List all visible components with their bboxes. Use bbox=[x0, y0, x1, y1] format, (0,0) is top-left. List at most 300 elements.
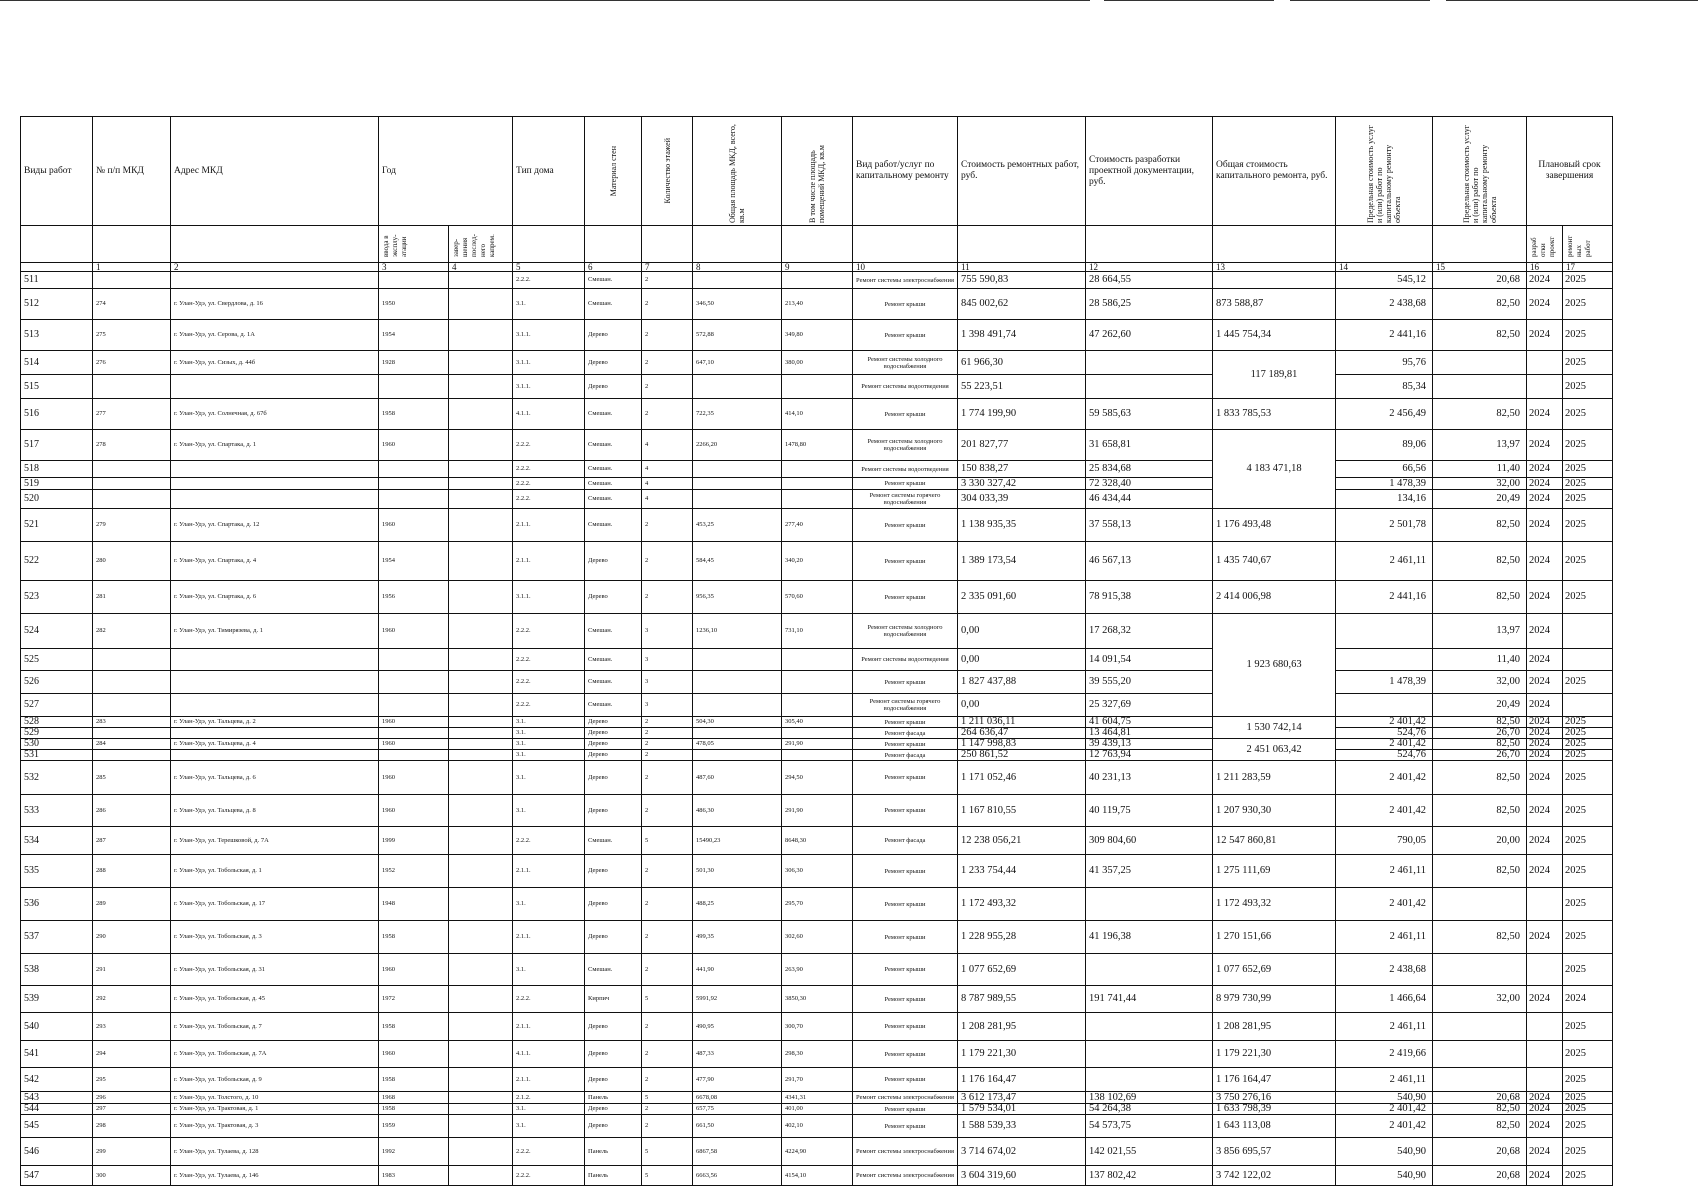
col-number: 11 bbox=[958, 263, 1086, 272]
cell-work-number: 537 bbox=[21, 921, 93, 954]
cell-work-number: 530 bbox=[21, 739, 93, 750]
cell-floors: 5 bbox=[642, 827, 693, 855]
col-number: 17 bbox=[1563, 263, 1613, 272]
cell-total-area: 6663,56 bbox=[693, 1166, 782, 1186]
col-number: 3 bbox=[379, 263, 449, 272]
cell-plan-design-year: 2024 bbox=[1527, 671, 1563, 694]
cell-premises-area bbox=[782, 490, 853, 509]
cell-limit-cost-2 bbox=[1433, 1013, 1527, 1041]
cell-total-area: 1236,10 bbox=[693, 614, 782, 649]
cell-limit-cost-1: 95,76 bbox=[1336, 351, 1433, 375]
cell-total-area bbox=[693, 694, 782, 717]
cell-limit-cost-2: 82,50 bbox=[1433, 509, 1527, 542]
cell-plan-repair-year: 2025 bbox=[1563, 855, 1613, 888]
cell-total-area: 647,10 bbox=[693, 351, 782, 375]
table-row bbox=[21, 478, 1613, 490]
cell-total-area: 477,90 bbox=[693, 1068, 782, 1092]
cell-total-area bbox=[693, 649, 782, 671]
cell-work-kind: Ремонт крыши bbox=[853, 478, 958, 490]
cell-work-kind: Ремонт крыши bbox=[853, 717, 958, 728]
cell-premises-area: 4154,10 bbox=[782, 1166, 853, 1186]
cell-year-commissioned: 1992 bbox=[379, 1138, 449, 1166]
cell-mkd-number: 275 bbox=[93, 320, 171, 351]
cell-work-kind: Ремонт крыши bbox=[853, 320, 958, 351]
cell-total-cost: 8 979 730,99 bbox=[1213, 986, 1336, 1013]
cell-address: г. Улан-Удэ, ул. Тобольская, д. 45 bbox=[171, 986, 379, 1013]
cell-work-number: 527 bbox=[21, 694, 93, 717]
cell-year-last-repair bbox=[449, 986, 513, 1013]
cell-work-number: 533 bbox=[21, 795, 93, 827]
cell-year-commissioned bbox=[379, 490, 449, 509]
cell-design-cost: 41 604,75 bbox=[1086, 717, 1213, 728]
cell-wall-material: Смешан. bbox=[585, 694, 642, 717]
cell-work-number: 514 bbox=[21, 351, 93, 375]
cell-limit-cost-2: 82,50 bbox=[1433, 761, 1527, 795]
table-row bbox=[21, 272, 1613, 289]
cell-floors: 2 bbox=[642, 728, 693, 739]
col-number: 16 bbox=[1527, 263, 1563, 272]
cell-floors: 2 bbox=[642, 1013, 693, 1041]
cell-year-last-repair bbox=[449, 888, 513, 921]
cell-year-commissioned: 1954 bbox=[379, 542, 449, 581]
cell-plan-repair-year: 2025 bbox=[1563, 1041, 1613, 1068]
cell-premises-area: 291,90 bbox=[782, 795, 853, 827]
cell-plan-repair-year: 2025 bbox=[1563, 272, 1613, 289]
cell-mkd-number: 284 bbox=[93, 739, 171, 750]
cell-total-area: 499,35 bbox=[693, 921, 782, 954]
cell-year-last-repair bbox=[449, 542, 513, 581]
col-header-repair-cost: Стоимость ремонтных работ, руб. bbox=[958, 117, 1086, 226]
cell-design-cost: 137 802,42 bbox=[1086, 1166, 1213, 1186]
cell-wall-material: Панель bbox=[585, 1166, 642, 1186]
cell-repair-cost: 201 827,77 bbox=[958, 430, 1086, 461]
cell-house-type: 3.1. bbox=[513, 761, 585, 795]
cell-plan-repair-year: 2025 bbox=[1563, 1092, 1613, 1104]
cell-address bbox=[171, 694, 379, 717]
cell-repair-cost: 3 714 674,02 bbox=[958, 1138, 1086, 1166]
cell-plan-design-year: 2024 bbox=[1527, 320, 1563, 351]
cell-year-last-repair bbox=[449, 1068, 513, 1092]
cell-work-kind: Ремонт крыши bbox=[853, 921, 958, 954]
cell-year-commissioned bbox=[379, 750, 449, 761]
cell-work-kind: Ремонт системы водоотведения bbox=[853, 375, 958, 399]
cell-plan-repair-year: 2025 bbox=[1563, 1013, 1613, 1041]
cell-floors: 5 bbox=[642, 1166, 693, 1186]
cell-house-type: 3.1. bbox=[513, 739, 585, 750]
cell-address: г. Улан-Удэ, ул. Спартака, д. 1 bbox=[171, 430, 379, 461]
cell-total-cost: 873 588,87 bbox=[1213, 289, 1336, 320]
cell-total-cost: 1 270 151,66 bbox=[1213, 921, 1336, 954]
cell-work-number: 529 bbox=[21, 728, 93, 739]
cell-mkd-number bbox=[93, 694, 171, 717]
cell-year-last-repair bbox=[449, 954, 513, 986]
cell-premises-area: 570,60 bbox=[782, 581, 853, 614]
cell-house-type: 2.2.2. bbox=[513, 649, 585, 671]
cell-total-cost: 1 176 493,48 bbox=[1213, 509, 1336, 542]
col-number: 6 bbox=[585, 263, 642, 272]
cell-mkd-number: 294 bbox=[93, 1041, 171, 1068]
subheader-fragment: разраб bbox=[1530, 237, 1538, 257]
cell-limit-cost-1: 1 466,64 bbox=[1336, 986, 1433, 1013]
cell-mkd-number: 278 bbox=[93, 430, 171, 461]
header-row bbox=[21, 117, 1613, 226]
cell-floors: 2 bbox=[642, 1115, 693, 1138]
cell-total-cost: 1 207 930,30 bbox=[1213, 795, 1336, 827]
cell-year-commissioned: 1959 bbox=[379, 1115, 449, 1138]
cell-year-last-repair bbox=[449, 430, 513, 461]
cell-mkd-number: 290 bbox=[93, 921, 171, 954]
cell-limit-cost-2: 26,70 bbox=[1433, 750, 1527, 761]
cell-house-type: 2.1.1. bbox=[513, 542, 585, 581]
cell-house-type: 2.2.2. bbox=[513, 478, 585, 490]
table-row bbox=[21, 1092, 1613, 1104]
cell-repair-cost: 0,00 bbox=[958, 694, 1086, 717]
cell-wall-material: Панель bbox=[585, 1092, 642, 1104]
cell-total-area: 441,90 bbox=[693, 954, 782, 986]
cell-house-type: 2.1.1. bbox=[513, 1013, 585, 1041]
cell-limit-cost-1 bbox=[1336, 614, 1433, 649]
cell-plan-design-year: 2024 bbox=[1527, 855, 1563, 888]
cell-total-cost: 1 445 754,34 bbox=[1213, 320, 1336, 351]
cell-floors: 2 bbox=[642, 1104, 693, 1115]
cell-repair-cost: 1 588 539,33 bbox=[958, 1115, 1086, 1138]
cell-year-last-repair bbox=[449, 827, 513, 855]
table-row bbox=[21, 717, 1613, 728]
cell-design-cost: 28 664,55 bbox=[1086, 272, 1213, 289]
cell-limit-cost-1: 2 461,11 bbox=[1336, 855, 1433, 888]
cell-wall-material: Дерево bbox=[585, 375, 642, 399]
cell-year-commissioned: 1972 bbox=[379, 986, 449, 1013]
cell-year-last-repair bbox=[449, 728, 513, 739]
subheader-row bbox=[21, 226, 1613, 263]
cell-mkd-number: 281 bbox=[93, 581, 171, 614]
cell-premises-area: 263,90 bbox=[782, 954, 853, 986]
cell-repair-cost: 8 787 989,55 bbox=[958, 986, 1086, 1013]
cell-year-commissioned: 1960 bbox=[379, 430, 449, 461]
cell-year-commissioned bbox=[379, 649, 449, 671]
cell-plan-repair-year: 2025 bbox=[1563, 581, 1613, 614]
table-row bbox=[21, 461, 1613, 478]
cell-year-commissioned: 1960 bbox=[379, 739, 449, 750]
cell-work-number: 513 bbox=[21, 320, 93, 351]
col-number: 14 bbox=[1336, 263, 1433, 272]
cell-floors: 2 bbox=[642, 888, 693, 921]
col-header-address: Адрес МКД bbox=[171, 117, 379, 226]
cell-address: г. Улан-Удэ, ул. Сизых, д. 44б bbox=[171, 351, 379, 375]
cell-year-last-repair bbox=[449, 694, 513, 717]
cell-limit-cost-2: 13,97 bbox=[1433, 614, 1527, 649]
cell-address: г. Улан-Удэ, ул. Тулаева, д. 146 bbox=[171, 1166, 379, 1186]
cell-work-kind: Ремонт фасада bbox=[853, 750, 958, 761]
cell-limit-cost-2: 82,50 bbox=[1433, 795, 1527, 827]
table-row bbox=[21, 954, 1613, 986]
cell-total-area: 572,88 bbox=[693, 320, 782, 351]
cell-design-cost: 54 573,75 bbox=[1086, 1115, 1213, 1138]
cell-mkd-number bbox=[93, 461, 171, 478]
cell-house-type: 3.1. bbox=[513, 1104, 585, 1115]
cell-plan-design-year: 2024 bbox=[1527, 1115, 1563, 1138]
cell-mkd-number: 292 bbox=[93, 986, 171, 1013]
cell-design-cost: 41 196,38 bbox=[1086, 921, 1213, 954]
cell-year-commissioned bbox=[379, 478, 449, 490]
col-header-wall-material: Материал стен bbox=[585, 117, 642, 226]
cell-premises-area bbox=[782, 750, 853, 761]
cell-house-type: 3.1. bbox=[513, 728, 585, 739]
cell-wall-material: Смешан. bbox=[585, 954, 642, 986]
cell-address bbox=[171, 649, 379, 671]
cell-wall-material: Дерево bbox=[585, 581, 642, 614]
cell-limit-cost-2: 20,68 bbox=[1433, 272, 1527, 289]
cell-premises-area: 3850,30 bbox=[782, 986, 853, 1013]
cell-house-type: 4.1.1. bbox=[513, 1041, 585, 1068]
cell-year-last-repair bbox=[449, 351, 513, 375]
cell-work-number: 515 bbox=[21, 375, 93, 399]
cell-repair-cost: 1 389 173,54 bbox=[958, 542, 1086, 581]
cell-year-last-repair bbox=[449, 739, 513, 750]
cell-limit-cost-1: 2 441,16 bbox=[1336, 581, 1433, 614]
cell-year-last-repair bbox=[449, 320, 513, 351]
cell-work-number: 547 bbox=[21, 1166, 93, 1186]
cell-limit-cost-2: 20,68 bbox=[1433, 1166, 1527, 1186]
cell-year-last-repair bbox=[449, 1166, 513, 1186]
cell-plan-repair-year: 2025 bbox=[1563, 739, 1613, 750]
cell-year-commissioned: 1960 bbox=[379, 509, 449, 542]
cell-address: г. Улан-Удэ, ул. Тобольская, д. 9 bbox=[171, 1068, 379, 1092]
cell-wall-material: Дерево bbox=[585, 750, 642, 761]
cell-mkd-number bbox=[93, 728, 171, 739]
cell-work-number: 524 bbox=[21, 614, 93, 649]
cell-wall-material: Смешан. bbox=[585, 649, 642, 671]
cell-work-kind: Ремонт крыши bbox=[853, 954, 958, 986]
cell-year-commissioned: 1928 bbox=[379, 351, 449, 375]
cell-premises-area: 402,10 bbox=[782, 1115, 853, 1138]
cell-year-commissioned bbox=[379, 694, 449, 717]
cell-design-cost bbox=[1086, 351, 1213, 375]
cell-design-cost: 14 091,54 bbox=[1086, 649, 1213, 671]
cell-wall-material: Смешан. bbox=[585, 671, 642, 694]
cell-total-area: 2266,20 bbox=[693, 430, 782, 461]
cell-year-last-repair bbox=[449, 375, 513, 399]
table-row bbox=[21, 509, 1613, 542]
cell-house-type: 2.1.2. bbox=[513, 1092, 585, 1104]
cell-repair-cost: 1 172 493,32 bbox=[958, 888, 1086, 921]
col-header-mkd-number: № п/п МКД bbox=[93, 117, 171, 226]
cell-wall-material: Смешан. bbox=[585, 478, 642, 490]
cell-house-type: 3.1. bbox=[513, 795, 585, 827]
cell-wall-material: Дерево bbox=[585, 1041, 642, 1068]
cell-design-cost bbox=[1086, 375, 1213, 399]
cell-total-area: 15490,23 bbox=[693, 827, 782, 855]
cell-wall-material: Кирпич bbox=[585, 986, 642, 1013]
cell-design-cost: 72 328,40 bbox=[1086, 478, 1213, 490]
cell-repair-cost: 1 211 036,11 bbox=[958, 717, 1086, 728]
cell-premises-area: 1478,80 bbox=[782, 430, 853, 461]
cell-limit-cost-1: 540,90 bbox=[1336, 1138, 1433, 1166]
cell-total-area: 490,95 bbox=[693, 1013, 782, 1041]
cell-work-number: 519 bbox=[21, 478, 93, 490]
cell-house-type: 3.1. bbox=[513, 888, 585, 921]
cell-house-type: 2.1.1. bbox=[513, 921, 585, 954]
cell-limit-cost-1: 1 478,39 bbox=[1336, 478, 1433, 490]
cell-house-type: 2.2.2. bbox=[513, 986, 585, 1013]
cell-address: г. Улан-Удэ, ул. Тальцева, д. 6 bbox=[171, 761, 379, 795]
cell-wall-material: Панель bbox=[585, 1138, 642, 1166]
cell-repair-cost: 1 398 491,74 bbox=[958, 320, 1086, 351]
cell-wall-material: Дерево bbox=[585, 855, 642, 888]
cell-plan-repair-year: 2025 bbox=[1563, 478, 1613, 490]
cell-repair-cost: 1 579 534,01 bbox=[958, 1104, 1086, 1115]
cell-address bbox=[171, 750, 379, 761]
table-row bbox=[21, 694, 1613, 717]
cell-year-last-repair bbox=[449, 399, 513, 430]
cell-limit-cost-2: 20,68 bbox=[1433, 1138, 1527, 1166]
cell-address bbox=[171, 490, 379, 509]
cell-wall-material: Дерево bbox=[585, 761, 642, 795]
cell-plan-design-year: 2024 bbox=[1527, 750, 1563, 761]
cell-total-cost: 3 742 122,02 bbox=[1213, 1166, 1336, 1186]
cell-work-number: 536 bbox=[21, 888, 93, 921]
cell-plan-repair-year bbox=[1563, 614, 1613, 649]
cell-floors: 2 bbox=[642, 399, 693, 430]
cell-year-last-repair bbox=[449, 855, 513, 888]
cell-address bbox=[171, 478, 379, 490]
cell-year-commissioned bbox=[379, 461, 449, 478]
table-row bbox=[21, 739, 1613, 750]
cell-limit-cost-1: 2 438,68 bbox=[1336, 289, 1433, 320]
cell-limit-cost-2: 82,50 bbox=[1433, 1115, 1527, 1138]
cell-total-area: 453,25 bbox=[693, 509, 782, 542]
cell-repair-cost: 1 167 810,55 bbox=[958, 795, 1086, 827]
cell-work-kind: Ремонт крыши bbox=[853, 289, 958, 320]
cell-design-cost: 40 231,13 bbox=[1086, 761, 1213, 795]
cell-year-commissioned bbox=[379, 728, 449, 739]
cell-premises-area: 414,10 bbox=[782, 399, 853, 430]
cell-premises-area: 277,40 bbox=[782, 509, 853, 542]
cell-plan-design-year: 2024 bbox=[1527, 581, 1563, 614]
subheader-fragment: послед- bbox=[470, 234, 478, 257]
cell-premises-area bbox=[782, 694, 853, 717]
table-row bbox=[21, 855, 1613, 888]
cell-limit-cost-2 bbox=[1433, 1041, 1527, 1068]
table-row bbox=[21, 1115, 1613, 1138]
cell-work-kind: Ремонт крыши bbox=[853, 795, 958, 827]
cell-premises-area bbox=[782, 461, 853, 478]
cell-total-area bbox=[693, 272, 782, 289]
cell-work-kind: Ремонт крыши bbox=[853, 542, 958, 581]
cell-plan-repair-year: 2025 bbox=[1563, 921, 1613, 954]
cell-work-number: 540 bbox=[21, 1013, 93, 1041]
cell-limit-cost-1: 2 461,11 bbox=[1336, 921, 1433, 954]
cell-total-cost: 1 643 113,08 bbox=[1213, 1115, 1336, 1138]
cell-design-cost: 59 585,63 bbox=[1086, 399, 1213, 430]
cell-wall-material: Дерево bbox=[585, 739, 642, 750]
cell-design-cost: 40 119,75 bbox=[1086, 795, 1213, 827]
cell-work-number: 544 bbox=[21, 1104, 93, 1115]
cell-work-number: 543 bbox=[21, 1092, 93, 1104]
cell-wall-material: Дерево bbox=[585, 888, 642, 921]
cell-total-area: 486,30 bbox=[693, 795, 782, 827]
cell-premises-area: 298,30 bbox=[782, 1041, 853, 1068]
cell-repair-cost: 150 838,27 bbox=[958, 461, 1086, 478]
cell-floors: 2 bbox=[642, 581, 693, 614]
cell-premises-area: 4224,90 bbox=[782, 1138, 853, 1166]
cell-limit-cost-1: 85,34 bbox=[1336, 375, 1433, 399]
cell-total-cost: 117 189,81 bbox=[1213, 351, 1336, 399]
cell-work-kind: Ремонт фасада bbox=[853, 728, 958, 739]
cell-year-commissioned: 1948 bbox=[379, 888, 449, 921]
cell-work-kind: Ремонт крыши bbox=[853, 1115, 958, 1138]
cell-floors: 5 bbox=[642, 1092, 693, 1104]
cell-house-type: 3.1.1. bbox=[513, 320, 585, 351]
cell-address: г. Улан-Удэ, ул. Тобольская, д. 31 bbox=[171, 954, 379, 986]
cell-year-last-repair bbox=[449, 614, 513, 649]
cell-limit-cost-2: 82,50 bbox=[1433, 855, 1527, 888]
cell-house-type: 3.1.1. bbox=[513, 375, 585, 399]
cell-total-cost: 1 833 785,53 bbox=[1213, 399, 1336, 430]
cell-limit-cost-1: 2 501,78 bbox=[1336, 509, 1433, 542]
cell-work-kind: Ремонт крыши bbox=[853, 581, 958, 614]
cell-limit-cost-1: 790,05 bbox=[1336, 827, 1433, 855]
cell-plan-repair-year bbox=[1563, 649, 1613, 671]
cell-repair-cost: 250 861,52 bbox=[958, 750, 1086, 761]
cell-work-number: 512 bbox=[21, 289, 93, 320]
cell-work-number: 541 bbox=[21, 1041, 93, 1068]
cell-premises-area: 295,70 bbox=[782, 888, 853, 921]
col-number: 5 bbox=[513, 263, 585, 272]
cell-limit-cost-1: 540,90 bbox=[1336, 1166, 1433, 1186]
cell-year-commissioned: 1960 bbox=[379, 717, 449, 728]
cell-work-number: 546 bbox=[21, 1138, 93, 1166]
cell-limit-cost-2: 20,00 bbox=[1433, 827, 1527, 855]
cell-repair-cost: 1 171 052,46 bbox=[958, 761, 1086, 795]
col-header-floors: Количество этажей bbox=[642, 117, 693, 226]
col-number: 7 bbox=[642, 263, 693, 272]
cell-total-area: 657,75 bbox=[693, 1104, 782, 1115]
col-header-year: Год bbox=[379, 117, 513, 226]
cell-floors: 2 bbox=[642, 717, 693, 728]
subheader-plan-repair bbox=[1563, 226, 1613, 263]
cell-limit-cost-2 bbox=[1433, 954, 1527, 986]
cell-address bbox=[171, 375, 379, 399]
cell-total-area: 661,50 bbox=[693, 1115, 782, 1138]
cell-work-number: 531 bbox=[21, 750, 93, 761]
cell-design-cost bbox=[1086, 1013, 1213, 1041]
cell-limit-cost-1: 134,16 bbox=[1336, 490, 1433, 509]
cell-total-area: 487,60 bbox=[693, 761, 782, 795]
cell-plan-repair-year: 2024 bbox=[1563, 986, 1613, 1013]
cell-total-area: 5991,92 bbox=[693, 986, 782, 1013]
cell-work-kind: Ремонт системы электроснабжения bbox=[853, 1166, 958, 1186]
cell-work-number: 517 bbox=[21, 430, 93, 461]
cell-wall-material: Смешан. bbox=[585, 509, 642, 542]
cell-work-number: 518 bbox=[21, 461, 93, 478]
col-header-house-type: Тип дома bbox=[513, 117, 585, 226]
cell-mkd-number: 296 bbox=[93, 1092, 171, 1104]
cell-work-kind: Ремонт системы холодного водоснабжения bbox=[853, 614, 958, 649]
cell-repair-cost: 264 636,47 bbox=[958, 728, 1086, 739]
cell-mkd-number bbox=[93, 671, 171, 694]
table-row bbox=[21, 399, 1613, 430]
cell-plan-repair-year bbox=[1563, 694, 1613, 717]
cell-work-number: 520 bbox=[21, 490, 93, 509]
cell-year-commissioned bbox=[379, 375, 449, 399]
cell-limit-cost-2: 20,49 bbox=[1433, 490, 1527, 509]
cell-address: г. Улан-Удэ, ул. Трактовая, д. 3 bbox=[171, 1115, 379, 1138]
cell-wall-material: Дерево bbox=[585, 1104, 642, 1115]
cell-total-cost: 1 179 221,30 bbox=[1213, 1041, 1336, 1068]
cell-plan-design-year: 2024 bbox=[1527, 399, 1563, 430]
cell-floors: 3 bbox=[642, 694, 693, 717]
